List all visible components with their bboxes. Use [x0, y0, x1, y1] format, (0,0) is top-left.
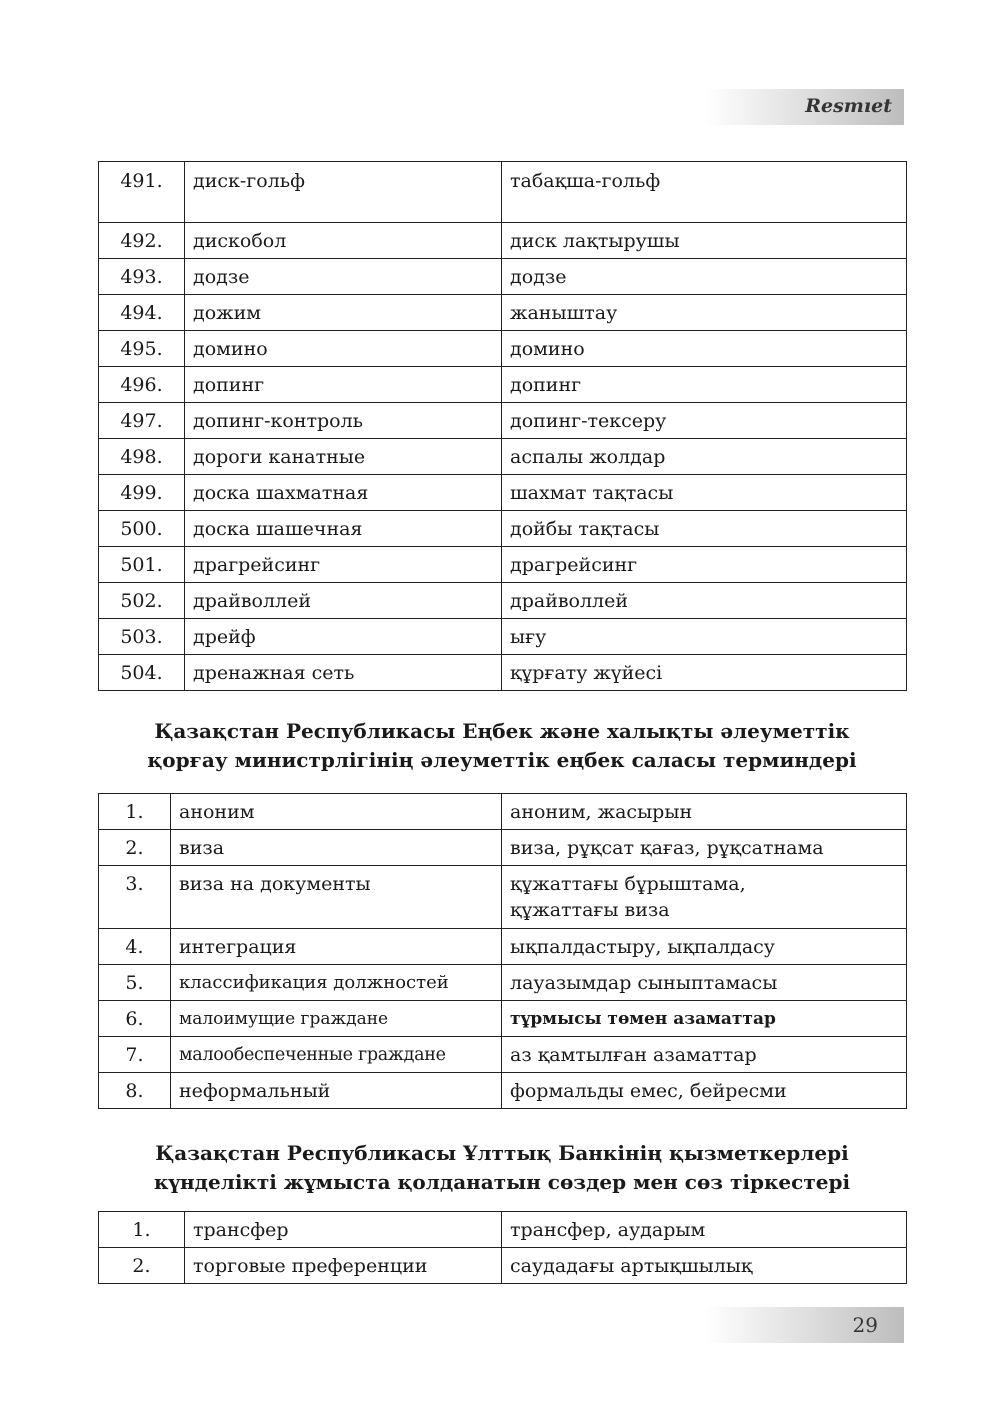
row-number: 2. [99, 1248, 185, 1284]
kazakh-term: жаныштау [502, 295, 907, 331]
table-row [99, 830, 907, 866]
kazakh-term: домино [502, 331, 907, 367]
kazakh-term: драгрейсинг [502, 547, 907, 583]
kazakh-term: лауазымдар сыныптамасы [502, 965, 907, 1001]
row-number: 501. [99, 547, 185, 583]
kazakh-term: аноним, жасырын [502, 794, 907, 830]
row-number: 496. [99, 367, 185, 403]
row-number: 491. [99, 162, 185, 223]
row-number: 1. [99, 1212, 185, 1248]
kazakh-term: драйволлей [502, 583, 907, 619]
row-number: 1. [99, 794, 171, 830]
kazakh-term: диск лақтырушы [502, 223, 907, 259]
section-title-line: күнделікті жұмыста қолданатын сөздер мен сөз тіркестері [153, 1170, 851, 1194]
kazakh-term: виза, рұқсат қағаз, рұқсатнама [502, 830, 907, 866]
row-number: 492. [99, 223, 185, 259]
bank-terms-table [98, 1211, 907, 1284]
section-title-line: қорғау министрлігінің әлеуметтік еңбек саласы терминдері [147, 748, 857, 772]
labour-terms-table [98, 793, 907, 1109]
russian-term: додзе [185, 259, 502, 295]
kazakh-term: құжаттағы бұрыштама, құжаттағы виза [502, 866, 907, 929]
table-row [99, 162, 907, 223]
footer-band [704, 1307, 904, 1343]
kazakh-term: табақша-гольф [502, 162, 907, 223]
kazakh-term: тұрмысы төмен азаматтар [502, 1001, 907, 1037]
table-row [99, 583, 907, 619]
russian-term: трансфер [185, 1212, 502, 1248]
table-row [99, 1212, 907, 1248]
table-row [99, 1248, 907, 1284]
table-row [99, 367, 907, 403]
table-row [99, 475, 907, 511]
table-row [99, 547, 907, 583]
russian-term: допинг [185, 367, 502, 403]
russian-term: драйволлей [185, 583, 502, 619]
row-number: 7. [99, 1037, 171, 1073]
row-number: 499. [99, 475, 185, 511]
row-number: 503. [99, 619, 185, 655]
row-number: 500. [99, 511, 185, 547]
table-row [99, 1073, 907, 1109]
kazakh-term: дойбы тақтасы [502, 511, 907, 547]
russian-term: виза [171, 830, 502, 866]
sports-terms-table [98, 161, 907, 691]
russian-term: дренажная сеть [185, 655, 502, 691]
table-row [99, 866, 907, 929]
row-number: 498. [99, 439, 185, 475]
table-row [99, 259, 907, 295]
russian-term: неформальный [171, 1073, 502, 1109]
section-title-labour [98, 717, 906, 775]
table-row [99, 511, 907, 547]
table-row [99, 223, 907, 259]
russian-term: интеграция [171, 929, 502, 965]
russian-term: аноним [171, 794, 502, 830]
row-number: 502. [99, 583, 185, 619]
row-number: 5. [99, 965, 171, 1001]
table-row [99, 295, 907, 331]
table-row [99, 439, 907, 475]
row-number: 3. [99, 866, 171, 929]
table-row [99, 794, 907, 830]
kazakh-term: аспалы жолдар [502, 439, 907, 475]
table-row [99, 403, 907, 439]
russian-term: драгрейсинг [185, 547, 502, 583]
kazakh-term: аз қамтылған азаматтар [502, 1037, 907, 1073]
russian-term: дискобол [185, 223, 502, 259]
russian-term: доска шашечная [185, 511, 502, 547]
row-number: 494. [99, 295, 185, 331]
row-number: 497. [99, 403, 185, 439]
row-number: 4. [99, 929, 171, 965]
kazakh-term: допинг [502, 367, 907, 403]
kazakh-term: ығу [502, 619, 907, 655]
kazakh-term: трансфер, аударым [502, 1212, 907, 1248]
russian-term: малообеспеченные граждане [171, 1037, 502, 1073]
row-number: 495. [99, 331, 185, 367]
kazakh-term: саудадағы артықшылық [502, 1248, 907, 1284]
kazakh-term: додзе [502, 259, 907, 295]
table-row [99, 655, 907, 691]
kazakh-term: құрғату жүйесі [502, 655, 907, 691]
russian-term: виза на документы [171, 866, 502, 929]
table-row [99, 619, 907, 655]
kazakh-term: допинг-тексеру [502, 403, 907, 439]
table-row [99, 965, 907, 1001]
row-number: 504. [99, 655, 185, 691]
kazakh-term: ықпалдастыру, ықпалдасу [502, 929, 907, 965]
table-row [99, 331, 907, 367]
russian-term: дороги канатные [185, 439, 502, 475]
russian-term: домино [185, 331, 502, 367]
section-title-line: Қазақстан Республикасы Ұлттық Банкінің қызметкерлері [155, 1141, 849, 1165]
table-row [99, 1037, 907, 1073]
section-title-line: Қазақстан Республикасы Еңбек және халықты әлеуметтік [154, 719, 850, 743]
table-row [99, 1001, 907, 1037]
russian-term: дожим [185, 295, 502, 331]
row-number: 8. [99, 1073, 171, 1109]
header-label: Resmıet [805, 95, 892, 117]
russian-term: малоимущие граждане [171, 1001, 502, 1037]
row-number: 6. [99, 1001, 171, 1037]
section-title-bank [98, 1139, 906, 1197]
row-number: 2. [99, 830, 171, 866]
kazakh-term: формальды емес, бейресми [502, 1073, 907, 1109]
table-row [99, 929, 907, 965]
russian-term: дрейф [185, 619, 502, 655]
russian-term: допинг-контроль [185, 403, 502, 439]
header-band [704, 89, 904, 125]
page-number: 29 [852, 1313, 878, 1337]
russian-term: классификация должностей [171, 965, 502, 1001]
russian-term: диск-гольф [185, 162, 502, 223]
russian-term: доска шахматная [185, 475, 502, 511]
row-number: 493. [99, 259, 185, 295]
russian-term: торговые преференции [185, 1248, 502, 1284]
kazakh-term: шахмат тақтасы [502, 475, 907, 511]
